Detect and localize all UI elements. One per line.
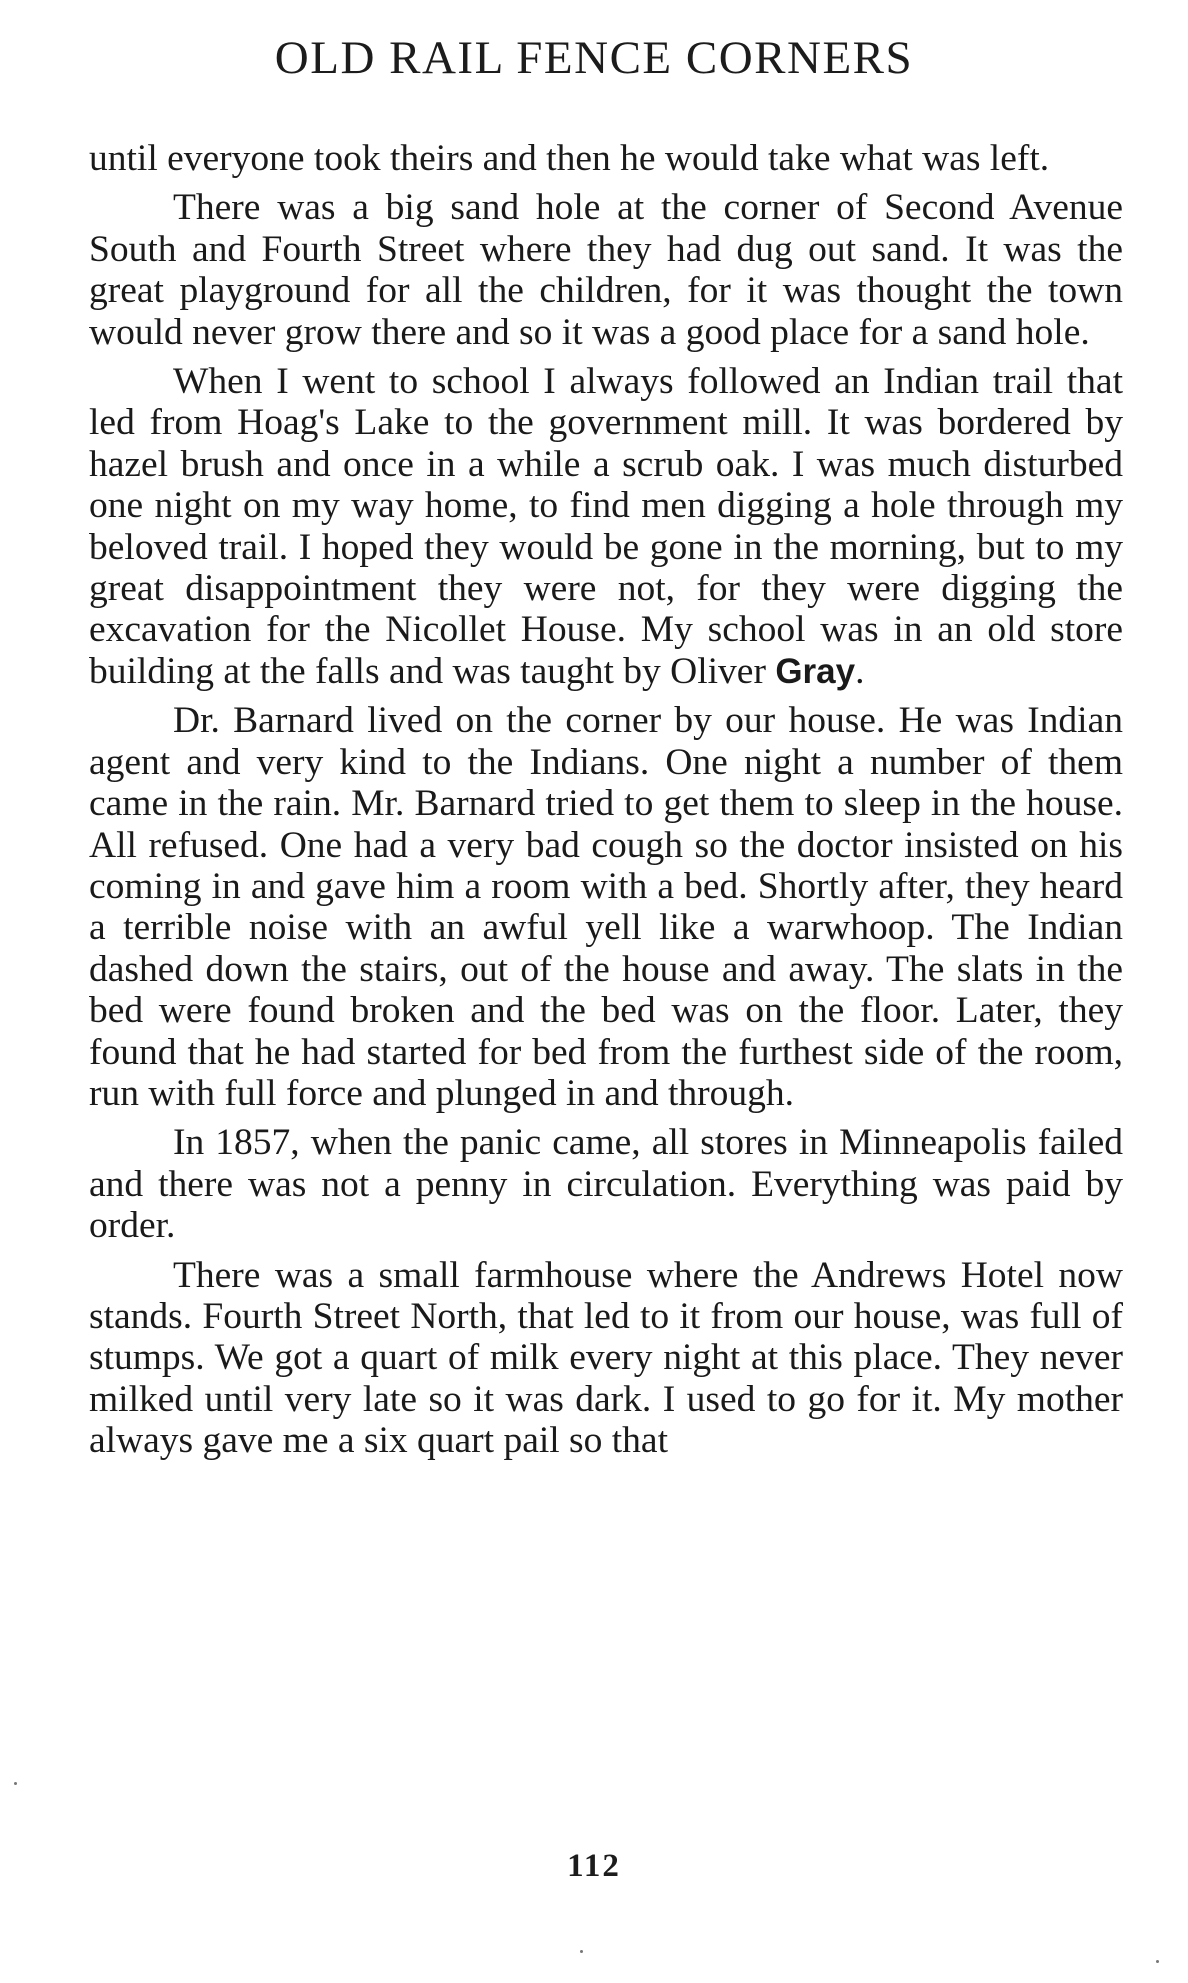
paragraph-6: There was a small farmhouse where the Andrews Hotel now stands. Fourth Street North, that led to it from our house, was full of stumps. We got a quart of milk every night at this place. They never milked until very late so it was dark. I used to go for it. My mother always gave me a six quart pail so that [89, 1254, 1123, 1462]
paper-speck [1156, 1960, 1159, 1963]
paper-speck [580, 1950, 583, 1953]
paragraph-1: until everyone took theirs and then he would take what was left. [89, 138, 1050, 179]
paragraph-5: In 1857, when the panic came, all stores in Minneapolis failed and there was not a penny in circulation. Everything was paid by order. [89, 1122, 1123, 1247]
running-head: OLD RAIL FENCE CORNERS [274, 32, 914, 84]
paragraph-3 [89, 361, 1123, 692]
paragraph-3-text: When I went to school I always followed an Indian trail that led from Hoag's Lake to the government mill. It was bordered by hazel brush and once in a while a scrub oak. I was much disturbed one night on my way home, to find men digging a hole through my beloved trail. I hoped they would be gone in the morning, but to my great disappointment they were not, for they were digging the excavation for the Nicollet House. My school was in an old store building at the falls and was taught by Oliver [89, 361, 1123, 692]
bold-name-gray: Gray [775, 651, 856, 691]
paragraph-4: Dr. Barnard lived on the corner by our house. He was Indian agent and very kind to the Indians. One night a number of them came in the rain. Mr. Barnard tried to get them to sleep in the house. All refused. One had a very bad cough so the doctor insisted on his coming in and gave him a room with a bed. Shortly after, they heard a terrible noise with an awful yell like a warwhoop. The Indian dashed down the stairs, out of the house and away. The slats in the bed were found broken and the bed was on the floor. Later, they found that he had started for bed from the furthest side of the room, run with full force and plunged in and through. [89, 700, 1123, 1114]
body-text [89, 138, 1123, 1462]
paper-speck [14, 1782, 17, 1785]
page-number: 112 [567, 1848, 621, 1884]
paragraph-2: There was a big sand hole at the corner of Second Avenue South and Fourth Street where they had dug out sand. It was the great playground for all the children, for it was thought the town would never grow there and so it was a good place for a sand hole. [89, 187, 1123, 353]
paragraph-3-end: . [855, 650, 865, 692]
